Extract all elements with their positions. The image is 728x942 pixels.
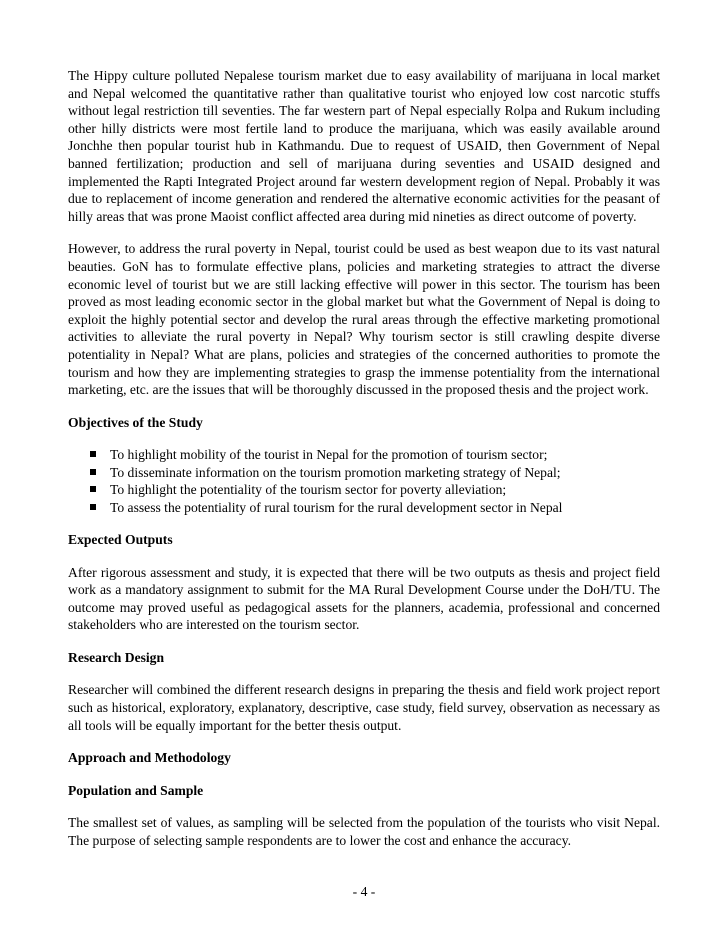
expected-outputs-heading: Expected Outputs: [68, 531, 173, 547]
list-item: [90, 499, 660, 516]
list-item: [90, 481, 660, 498]
objective-text: To highlight the potentiality of the tourism sector for poverty alleviation;: [110, 482, 507, 498]
approach-heading: Approach and Methodology: [68, 750, 231, 766]
objectives-list: [68, 446, 660, 516]
objective-text: To assess the potentiality of rural tourism for the rural development sector in Nepal: [110, 499, 563, 515]
objectives-heading: Objectives of the Study: [68, 414, 203, 430]
square-bullet-icon: [90, 486, 96, 492]
population-heading: Population and Sample: [68, 782, 204, 798]
objective-text: To disseminate information on the tourism promotion marketing strategy of Nepal;: [110, 464, 561, 480]
objective-text: To highlight mobility of the tourist in Nepal for the promotion of tourism sector;: [110, 447, 548, 463]
paragraph-rural-poverty: However, to address the rural poverty in Nepal, tourist could be used as best weapon due to its vast natural beauties. GoN has to formulate effective plans, policies and marketing strategies to attract the diverse economic level of tourist but we are still lacking effective will power in this sector. The tourism has been proved as most leading economic sector in the global market but what the Government of Nepal is doing to exploit the highly potential sector and develop the rural areas through the effective marketing promotional activities to alleviate the rural poverty in Nepal? Why tourism sector is still crawling despite diverse potentiality in Nepal? What are plans, policies and strategies of the concerned authorities to promote the tourism and how they are implementing strategies to grasp the immense potentiality from the international marketing, etc. are the issues that will be thoroughly discussed in the proposed thesis and the project work.: [68, 241, 660, 398]
paragraph-expected-outputs: After rigorous assessment and study, it is expected that there will be two outputs as thesis and project field work as a mandatory assignment to submit for the MA Rural Development Course under the DoH/TU. The outcome may proved useful as pedagogical assets for the planners, academia, professional and concerned stakeholders who are interested on the tourism sector.: [68, 564, 660, 633]
paragraph-population: The smallest set of values, as sampling will be selected from the population of the tourists who visit Nepal. The purpose of selecting sample respondents are to lower the cost and enhance the accuracy.: [68, 815, 660, 849]
square-bullet-icon: [90, 469, 96, 475]
list-item: [90, 464, 660, 481]
square-bullet-icon: [90, 451, 96, 457]
paragraph-hippy-culture: The Hippy culture polluted Nepalese tourism market due to easy availability of marijuana in local market and Nepal welcomed the quantitative rather than qualitative tourist who enjoyed low cost narcotic stuffs without legal restriction till seventies. The far western part of Nepal especially Rolpa and Rukum including other hilly districts were most fertile land to produce the marijuana, which was easily available around Jonchhe then popular tourist hub in Kathmandu. Due to request of USAID, then Government of Nepal banned fertilization; production and sell of marijuana during seventies and USAID designed and implemented the Rapti Integrated Project around far western development region of Nepal. Probably it was due to replacement of income generation and rendered the alternative economic activities for the peasant of hilly areas that was prone Maoist conflict affected area during mid nineties as direct outcome of poverty.: [68, 68, 660, 224]
square-bullet-icon: [90, 504, 96, 510]
list-item: [90, 446, 660, 463]
page-number: - 4 -: [352, 884, 376, 899]
paragraph-research-design: Researcher will combined the different research designs in preparing the thesis and field work project report such as historical, exploratory, explanatory, descriptive, case study, field survey, observation as necessary as all tools will be equally important for the better thesis output.: [68, 682, 660, 733]
research-design-heading: Research Design: [68, 649, 165, 665]
